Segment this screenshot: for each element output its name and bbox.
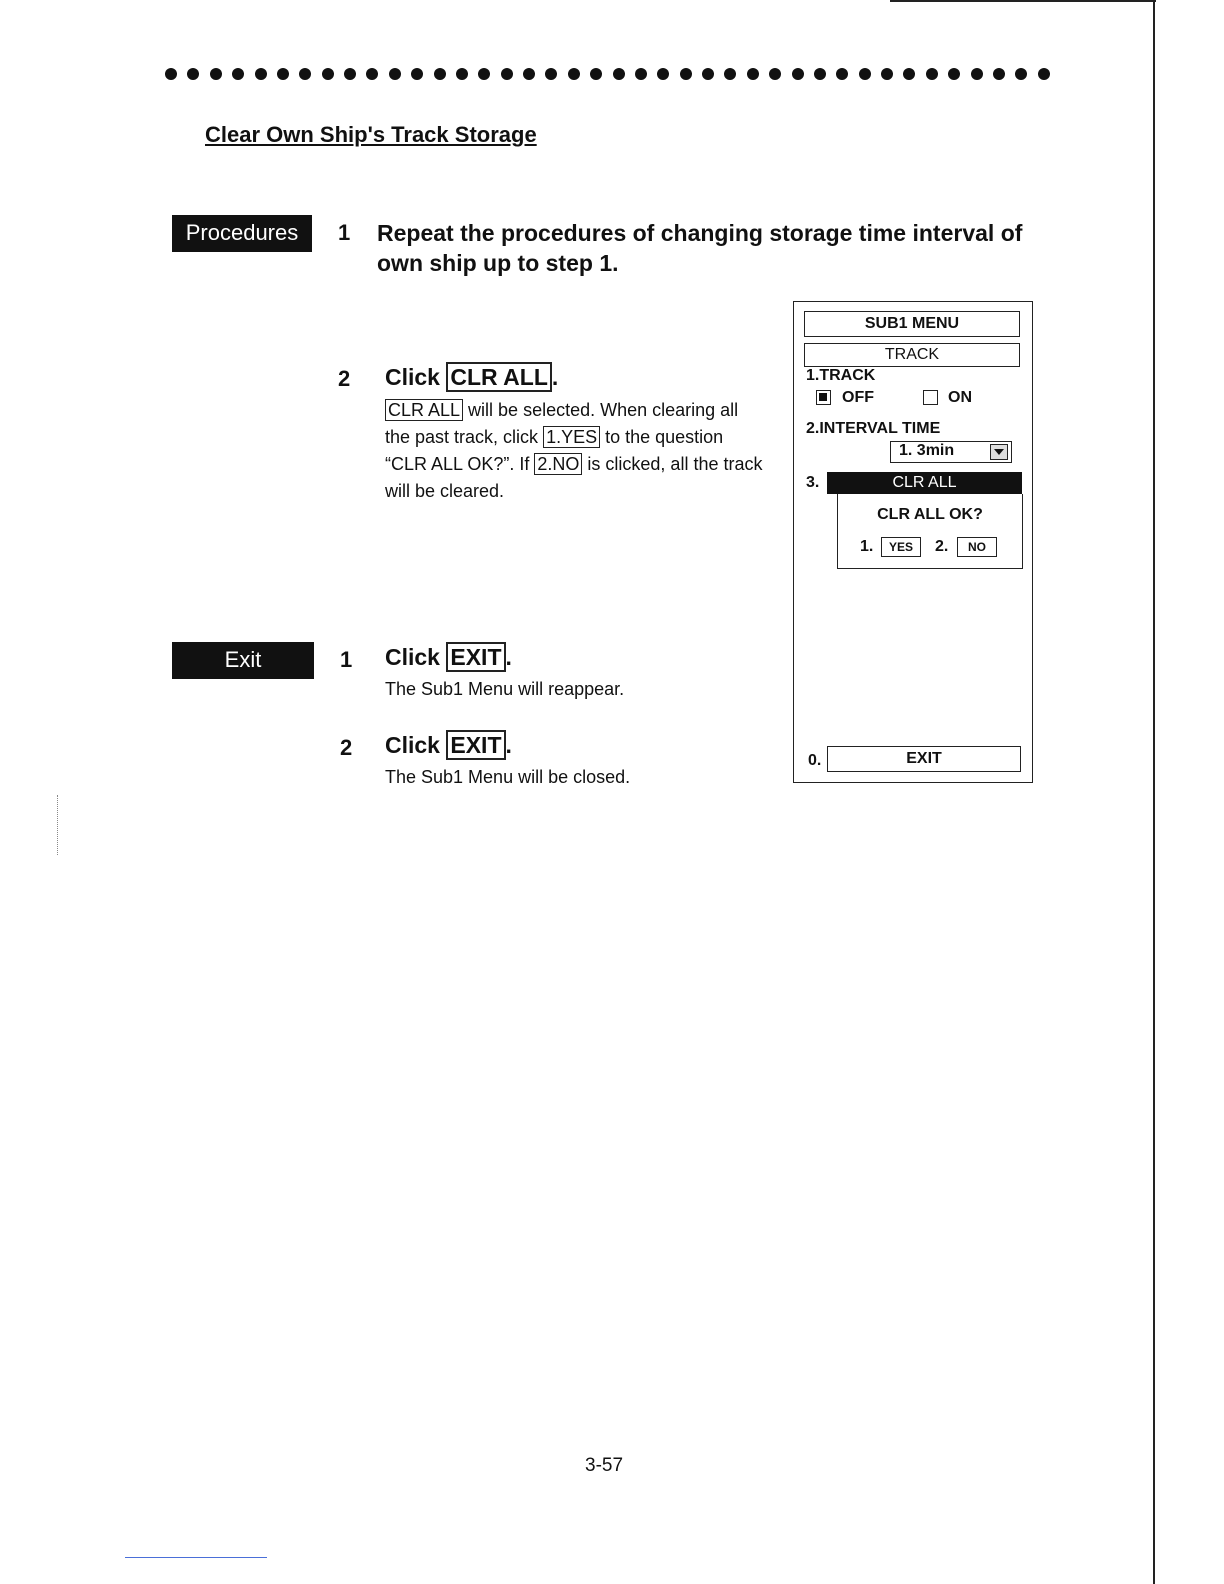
header-dot (210, 68, 222, 80)
click-word: Click (385, 644, 440, 670)
header-dot (456, 68, 468, 80)
exit-button[interactable]: EXIT (827, 746, 1021, 772)
header-dot (769, 68, 781, 80)
interval-time-label: 2.INTERVAL TIME (806, 420, 941, 437)
exit-step-2-body: The Sub1 Menu will be closed. (385, 767, 631, 787)
procedure-step-2-number: 2 (338, 366, 351, 391)
procedure-step-2-body (385, 397, 765, 505)
procedure-step-2-heading (385, 362, 558, 392)
header-dot (1038, 68, 1050, 80)
exit-key: EXIT (446, 730, 505, 760)
header-dot (299, 68, 311, 80)
header-dot (478, 68, 490, 80)
yes-key-inline: 1.YES (543, 426, 600, 448)
exit-step-2-number: 2 (340, 735, 353, 760)
exit-step-1-number: 1 (340, 647, 353, 672)
header-dot (724, 68, 736, 80)
header-dot (389, 68, 401, 80)
header-dot (859, 68, 871, 80)
interval-time-dropdown[interactable] (890, 441, 1012, 463)
header-dot (993, 68, 1005, 80)
header-dot (792, 68, 804, 80)
body-text-1: will be selected. When clearing all the past track, click (385, 400, 739, 447)
header-dot (948, 68, 960, 80)
clr-all-key: CLR ALL (446, 362, 552, 392)
period: . (505, 644, 512, 670)
item-3-number: 3. (806, 474, 820, 491)
header-dot (680, 68, 692, 80)
page-number: 3-57 (585, 1455, 624, 1476)
section-title: Clear Own Ship's Track Storage (205, 122, 537, 147)
header-dot (971, 68, 983, 80)
yes-number: 1. (860, 538, 874, 555)
header-dot (523, 68, 535, 80)
header-dot (255, 68, 267, 80)
header-dot (836, 68, 848, 80)
period: . (505, 732, 512, 758)
menu-title: SUB1 MENU (804, 311, 1020, 337)
sub1-menu-panel (793, 301, 1033, 783)
top-border-line (890, 0, 1156, 2)
header-dot (814, 68, 826, 80)
click-word: Click (385, 732, 440, 758)
dropdown-arrow-icon (990, 444, 1008, 460)
header-dot (568, 68, 580, 80)
period: . (551, 364, 559, 390)
clr-all-confirm-dialog (837, 494, 1023, 569)
off-label: OFF (842, 389, 874, 406)
header-dot (657, 68, 669, 80)
header-dot (613, 68, 625, 80)
header-dot (1015, 68, 1027, 80)
header-dot (747, 68, 759, 80)
procedure-step-1-number: 1 (338, 220, 351, 245)
no-key-inline: 2.NO (534, 453, 582, 475)
exit-step-2-heading (385, 730, 512, 760)
header-dot (545, 68, 557, 80)
track-section-header: TRACK (804, 343, 1020, 367)
interval-time-value: 1. 3min (899, 442, 955, 459)
exit-key: EXIT (446, 642, 505, 672)
right-border-line (1153, 0, 1155, 1584)
on-label: ON (948, 389, 972, 406)
exit-step-1-body: The Sub1 Menu will reappear. (385, 679, 625, 699)
track-label: 1.TRACK (806, 367, 876, 384)
header-dot (366, 68, 378, 80)
body-text-2: to the question “CLR ALL OK?”. If (385, 427, 724, 474)
exit-number: 0. (808, 752, 822, 769)
header-dot (322, 68, 334, 80)
header-dot (590, 68, 602, 80)
header-dot (926, 68, 938, 80)
procedures-tag: Procedures (172, 215, 312, 252)
header-dot (702, 68, 714, 80)
body-text-3: is clicked, all the track will be cleared. (385, 454, 763, 501)
click-word: Click (385, 364, 440, 390)
dialog-question: CLR ALL OK? (877, 506, 983, 523)
no-button[interactable]: NO (957, 537, 997, 557)
exit-step-1-heading (385, 642, 512, 672)
header-dot (635, 68, 647, 80)
procedure-step-1-heading: Repeat the procedures of changing storage time interval of own ship up to step 1. (377, 220, 1023, 276)
header-dot (903, 68, 915, 80)
header-dot (165, 68, 177, 80)
header-dot (434, 68, 446, 80)
clr-all-button[interactable]: CLR ALL (827, 472, 1022, 494)
exit-tag: Exit (172, 642, 314, 679)
bottom-mark-line (125, 1557, 267, 1558)
header-dot (411, 68, 423, 80)
header-dot (344, 68, 356, 80)
header-dot (232, 68, 244, 80)
header-dot (881, 68, 893, 80)
header-dot (501, 68, 513, 80)
header-dot (277, 68, 289, 80)
off-checkbox[interactable] (816, 390, 831, 405)
left-margin-dots (57, 795, 59, 855)
yes-button[interactable]: YES (881, 537, 921, 557)
on-checkbox[interactable] (923, 390, 938, 405)
header-dot-row (165, 68, 1050, 84)
header-dot (187, 68, 199, 80)
no-number: 2. (935, 538, 949, 555)
clr-all-key-inline: CLR ALL (385, 399, 463, 421)
